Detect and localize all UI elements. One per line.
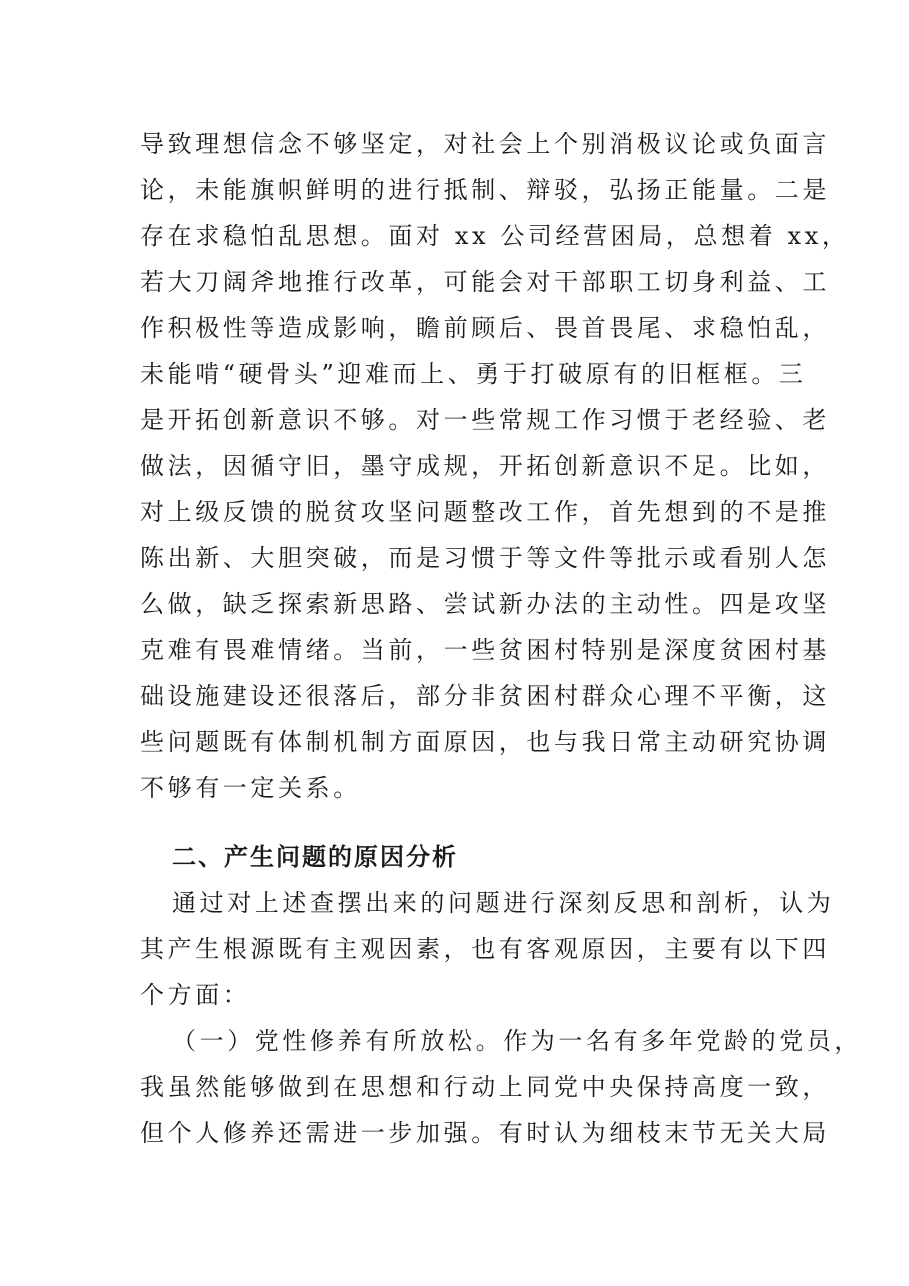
body-text-line: 是开拓创新意识不够。对一些常规工作习惯于老经验、老 [140, 406, 830, 434]
body-text-line: 础设施建设还很落后，部分非贫困村群众心理不平衡，这 [140, 682, 830, 710]
body-text-line: 不够有一定关系。 [140, 774, 361, 802]
body-text-line: 但个人修养还需进一步加强。有时认为细枝末节无关大局 [140, 1119, 830, 1147]
body-text-line: 对上级反馈的脱贫攻坚问题整改工作，首先想到的不是推 [140, 498, 830, 526]
body-text-line: 其产生根源既有主观因素，也有客观原因，主要有以下四 [140, 935, 830, 963]
body-text-line: 若大刀阔斧地推行改革，可能会对干部职工切身利益、工 [140, 268, 830, 296]
body-text-line: 存在求稳怕乱思想。面对 xx 公司经营困局，总想着 xx， [140, 222, 850, 250]
body-text-line: 论，未能旗帜鲜明的进行抵制、辩驳，弘扬正能量。二是 [140, 176, 830, 204]
body-text-line: 作积极性等造成影响，瞻前顾后、畏首畏尾、求稳怕乱， [140, 314, 830, 342]
body-text-line: 个方面： [140, 981, 251, 1009]
body-text-line: 我虽然能够做到在思想和行动上同党中央保持高度一致， [140, 1073, 830, 1101]
body-text-line: 通过对上述查摆出来的问题进行深刻反思和剖析，认为 [172, 889, 835, 917]
body-text-line: 克难有畏难情绪。当前，一些贫困村特别是深度贫困村基 [140, 636, 830, 664]
section-heading: 二、产生问题的原因分析 [172, 843, 458, 871]
body-text-line: 么做，缺乏探索新思路、尝试新办法的主动性。四是攻坚 [140, 590, 830, 618]
body-text-line: （一）党性修养有所放松。作为一名有多年党龄的党员， [172, 1027, 862, 1055]
body-text-line: 陈出新、大胆突破，而是习惯于等文件等批示或看别人怎 [140, 544, 830, 572]
body-text-line: 做法，因循守旧，墨守成规，开拓创新意识不足。比如， [140, 452, 830, 480]
body-text-line: 未能啃“硬骨头”迎难而上、勇于打破原有的旧框框。三 [140, 360, 807, 388]
body-text-line: 些问题既有体制机制方面原因，也与我日常主动研究协调 [140, 728, 830, 756]
body-text-line: 导致理想信念不够坚定，对社会上个别消极议论或负面言 [140, 130, 830, 158]
